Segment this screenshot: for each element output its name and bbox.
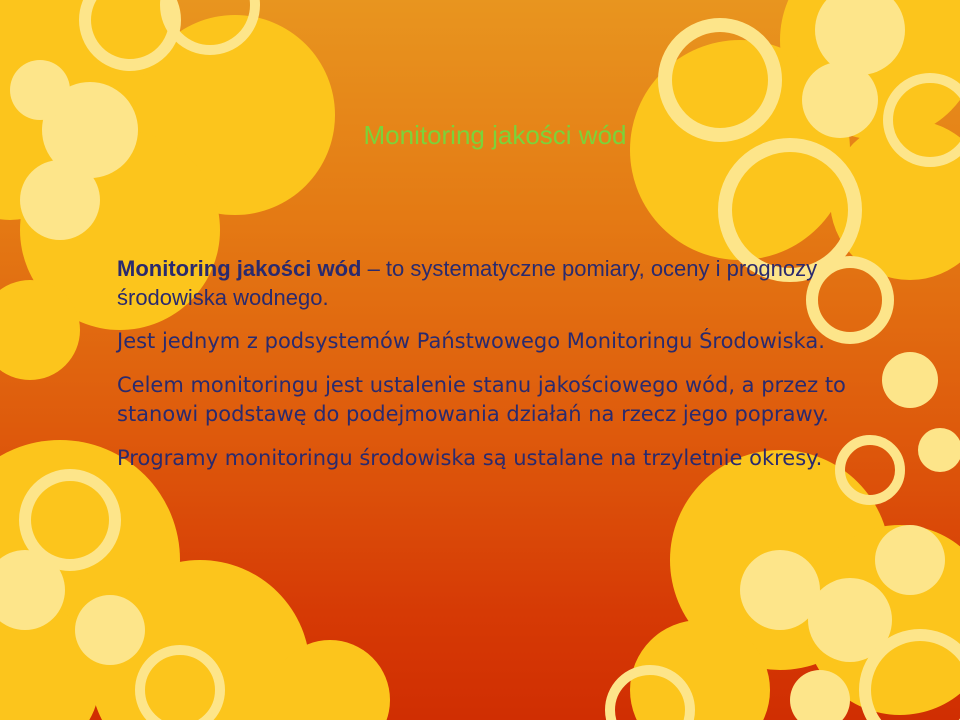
paragraph-subsystem: Jest jednym z podsystemów Państwowego Monitoringu Środowiska. [117, 329, 825, 353]
paragraph-goal: Celem monitoringu jest ustalenie stanu jakościowego wód, a przez to stanowi podstawę do podejmowania działań na rzecz jego poprawy. [117, 373, 846, 426]
paragraph-definition [117, 254, 847, 312]
paragraph-programs: Programy monitoringu środowiska są ustalane na trzyletnie okresy. [117, 446, 823, 470]
slide-body [117, 254, 847, 488]
definition-term: Monitoring jakości wód [117, 256, 362, 281]
slide-title: Monitoring jakości wód [363, 120, 627, 150]
definition-text: – to systematyczne pomiary, oceny i prognozy środowiska wodnego. [117, 256, 818, 310]
